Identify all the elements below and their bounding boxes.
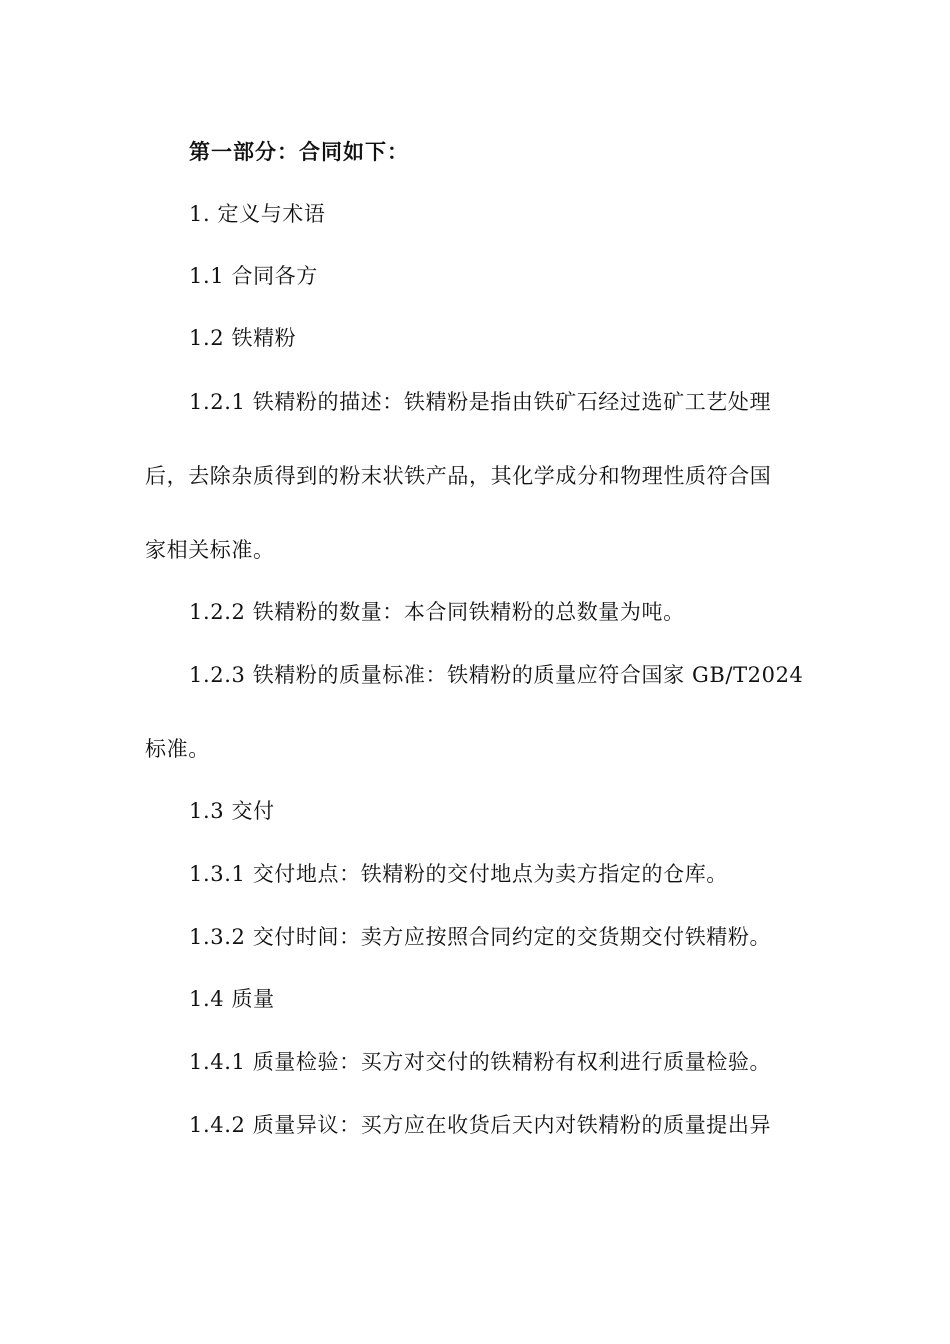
paragraph-line: 1.4.2 质量异议：买方应在收货后天内对铁精粉的质量提出异 (189, 1113, 772, 1137)
paragraph-line: 1.1 合同各方 (189, 264, 318, 288)
paragraph-line: 1.2.1 铁精粉的描述：铁精粉是指由铁矿石经过选矿工艺处理 (189, 390, 772, 414)
paragraph-line: 1.3.2 交付时间：卖方应按照合同约定的交货期交付铁精粉。 (189, 925, 772, 949)
section-heading: 第一部分：合同如下： (189, 139, 409, 164)
paragraph-line: 1.2.2 铁精粉的数量：本合同铁精粉的总数量为吨。 (189, 600, 685, 624)
paragraph-line: 1.3 交付 (189, 799, 275, 823)
paragraph-line: 1.3.1 交付地点：铁精粉的交付地点为卖方指定的仓库。 (189, 862, 728, 886)
paragraph-line: 1.4 质量 (189, 987, 275, 1011)
paragraph-line: 1.4.1 质量检验：买方对交付的铁精粉有权利进行质量检验。 (189, 1050, 772, 1074)
paragraph-line: 1.2 铁精粉 (189, 326, 297, 350)
paragraph-line: 标准。 (145, 737, 210, 761)
paragraph-line: 1.2.3 铁精粉的质量标准：铁精粉的质量应符合国家 GB/T2024 (189, 663, 804, 687)
paragraph-line: 家相关标准。 (145, 538, 275, 562)
paragraph-line: 1. 定义与术语 (189, 202, 326, 226)
paragraph-line: 后，去除杂质得到的粉末状铁产品，其化学成分和物理性质符合国 (145, 464, 772, 488)
